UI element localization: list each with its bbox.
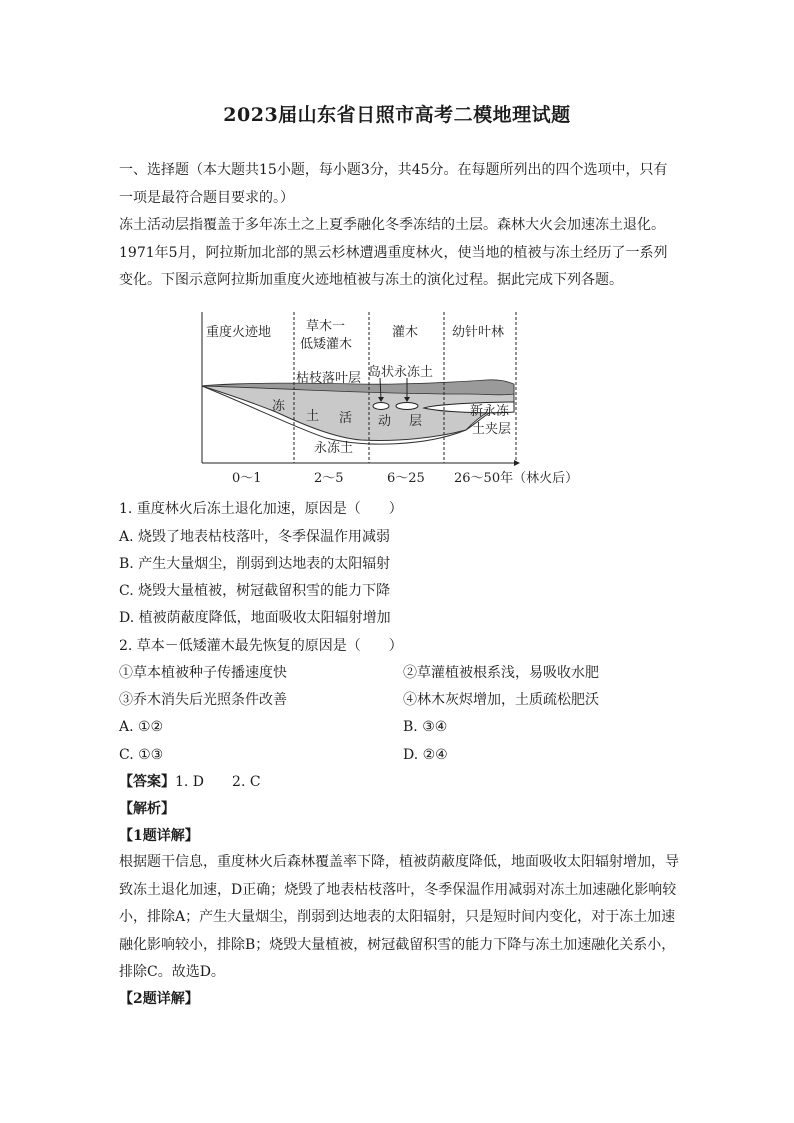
litter-label: 枯枝落叶层 xyxy=(296,371,362,386)
passage: 冻土活动层指覆盖于多年冻土之上夏季融化冬季冻结的土层。森林大火会加速冻土退化。1971年5月，阿拉斯加北部的黑云杉林遭遇重度林火，使当地的植被与冻土经历了一系列变化。下图示意阿拉斯加重度火迹地植被与冻土的演化过程。据此完成下列各题。 xyxy=(119,217,668,288)
q2-analysis-heading: 【2题详解】 xyxy=(119,991,199,1007)
q1-option-d: D. 植被荫蔽度降低，地面吸收太阳辐射增加 xyxy=(119,610,391,626)
q1-stem: 1. 重度林火后冻土退化加速，原因是（ ） xyxy=(119,501,403,517)
new-layer-label-1: 新永冻 xyxy=(470,404,510,419)
answer-value: 1. D 2. C xyxy=(175,774,261,790)
q1-option-a: A. 烧毁了地表枯枝落叶，冬季保温作用减弱 xyxy=(119,529,391,545)
stage-label: 重度火迹地 xyxy=(206,325,272,340)
section-heading: 一、选择题（本大题共15小题，每小题3分，共45分。在每题所列出的四个选项中，只有一项是最符合题目要求的。） xyxy=(119,162,668,206)
permafrost-label: 永冻土 xyxy=(314,441,354,456)
stage-label: 低矮灌木 xyxy=(300,337,353,352)
q2-option-d: D. ②④ xyxy=(403,747,448,763)
q2-statement-1: ①草本植被种子传播速度快 xyxy=(119,665,287,681)
q2-option-a: A. ①② xyxy=(119,719,164,735)
q1-option-c: C. 烧毁大量植被，树冠截留积雪的能力下降 xyxy=(119,583,391,599)
q2-option-c: C. ①③ xyxy=(119,747,164,763)
soil-char: 土 xyxy=(306,409,320,424)
analysis-label: 【解析】 xyxy=(119,801,175,817)
layer-char: 层 xyxy=(409,414,423,429)
frozen-char: 冻 xyxy=(272,399,286,414)
x-tick: 6～25 xyxy=(387,471,425,486)
q2-option-b: B. ③④ xyxy=(403,719,448,735)
q2-stem: 2. 草本－低矮灌木最先恢复的原因是（ ） xyxy=(119,638,403,654)
q2-statement-3: ③乔木消失后光照条件改善 xyxy=(119,692,287,708)
permafrost-evolution-figure xyxy=(196,310,596,495)
answer-label: 【答案】 xyxy=(119,774,175,790)
q2-statement-4: ④林木灰烬增加，土质疏松肥沃 xyxy=(403,692,599,708)
q1-analysis-heading: 【1题详解】 xyxy=(119,828,199,844)
move-char: 动 xyxy=(378,414,392,429)
x-tick: 0～1 xyxy=(232,471,262,486)
q2-statement-2: ②草灌植被根系浅，易吸收水肥 xyxy=(403,665,599,681)
new-layer-label-2: 土夹层 xyxy=(472,422,512,437)
stage-label: 灌木 xyxy=(392,325,419,340)
stage-label: 草木一 xyxy=(306,319,346,334)
island-permafrost-1 xyxy=(373,403,389,410)
q1-option-b: B. 产生大量烟尘，削弱到达地表的太阳辐射 xyxy=(119,556,391,572)
x-tick: 2～5 xyxy=(314,471,344,486)
island-permafrost-2 xyxy=(396,403,418,410)
island-label: 岛状永冻土 xyxy=(368,365,434,380)
q1-analysis-text: 根据题干信息，重度林火后森林覆盖率下降，植被荫蔽度降低，地面吸收太阳辐射增加，导致冻土退化加速，D正确；烧毁了地表枯枝落叶，冬季保温作用减弱对冻土加速融化影响较小，排除A；产生大量烟尘，削弱到达地表的太阳辐射，只是短时间内变化，对于冻土加速融化影响较小，排除B；烧毁大量植被，树冠截留积雪的能力下降与冻土加速融化关系小，排除C。故选D。 xyxy=(119,854,679,980)
x-tick: 26～50年（林火后） xyxy=(454,471,579,486)
stage-label: 幼针叶林 xyxy=(452,325,505,340)
answer-line xyxy=(119,772,261,792)
active-char: 活 xyxy=(339,411,353,426)
page-title: 2023届山东省日照市高考二模地理试题 xyxy=(223,104,571,126)
